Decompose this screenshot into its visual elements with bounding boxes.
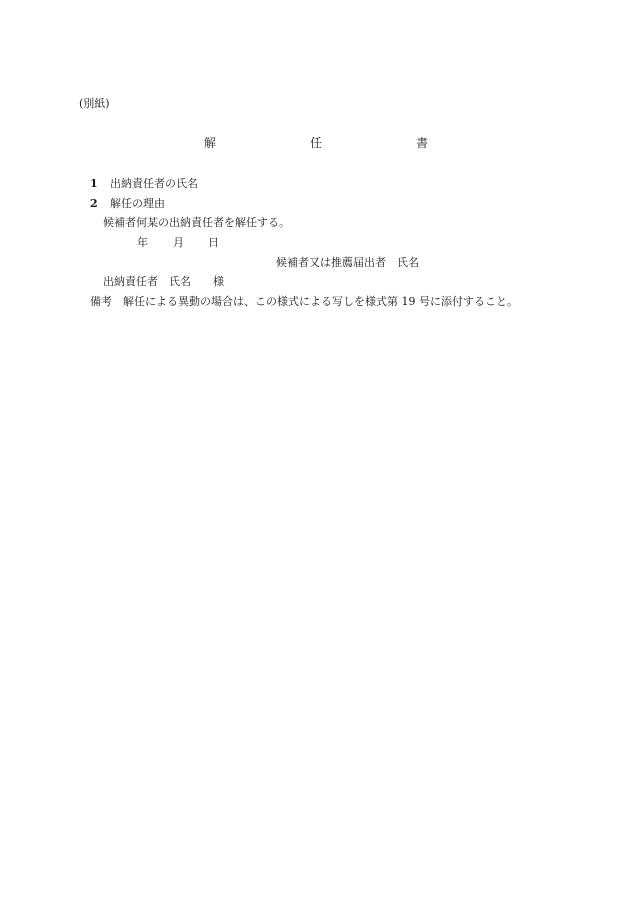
remark-label: 備考	[90, 295, 112, 308]
item-number: 1	[90, 177, 98, 190]
item-text: 出納責任者の氏名	[110, 177, 198, 190]
addressee-role: 出納責任者	[103, 275, 158, 288]
item-number: 2	[90, 197, 98, 210]
date-year: 年	[137, 236, 148, 249]
list-item	[90, 198, 165, 209]
date-month: 月	[173, 236, 184, 249]
item-text: 解任の理由	[110, 197, 165, 210]
nominator-name-label: 氏名	[397, 256, 419, 269]
list-item	[90, 178, 198, 189]
addressee-honorific: 様	[213, 275, 224, 288]
title-char-3: 書	[416, 136, 429, 150]
remark-text: 解任による異動の場合は、この様式による写しを様式第 19 号に添付すること。	[123, 295, 518, 308]
remark-line	[90, 296, 518, 307]
addressee-name-label: 氏名	[169, 275, 191, 288]
attachment-label: (別紙)	[79, 97, 110, 110]
title-char-1: 解	[204, 136, 217, 150]
title-char-2: 任	[310, 136, 323, 150]
addressee-line	[103, 276, 224, 287]
reason-text: 候補者何某の出納責任者を解任する。	[103, 216, 290, 229]
nominator-line	[276, 257, 419, 268]
nominator-role: 候補者又は推薦届出者	[276, 256, 386, 269]
date-day: 日	[208, 236, 219, 249]
